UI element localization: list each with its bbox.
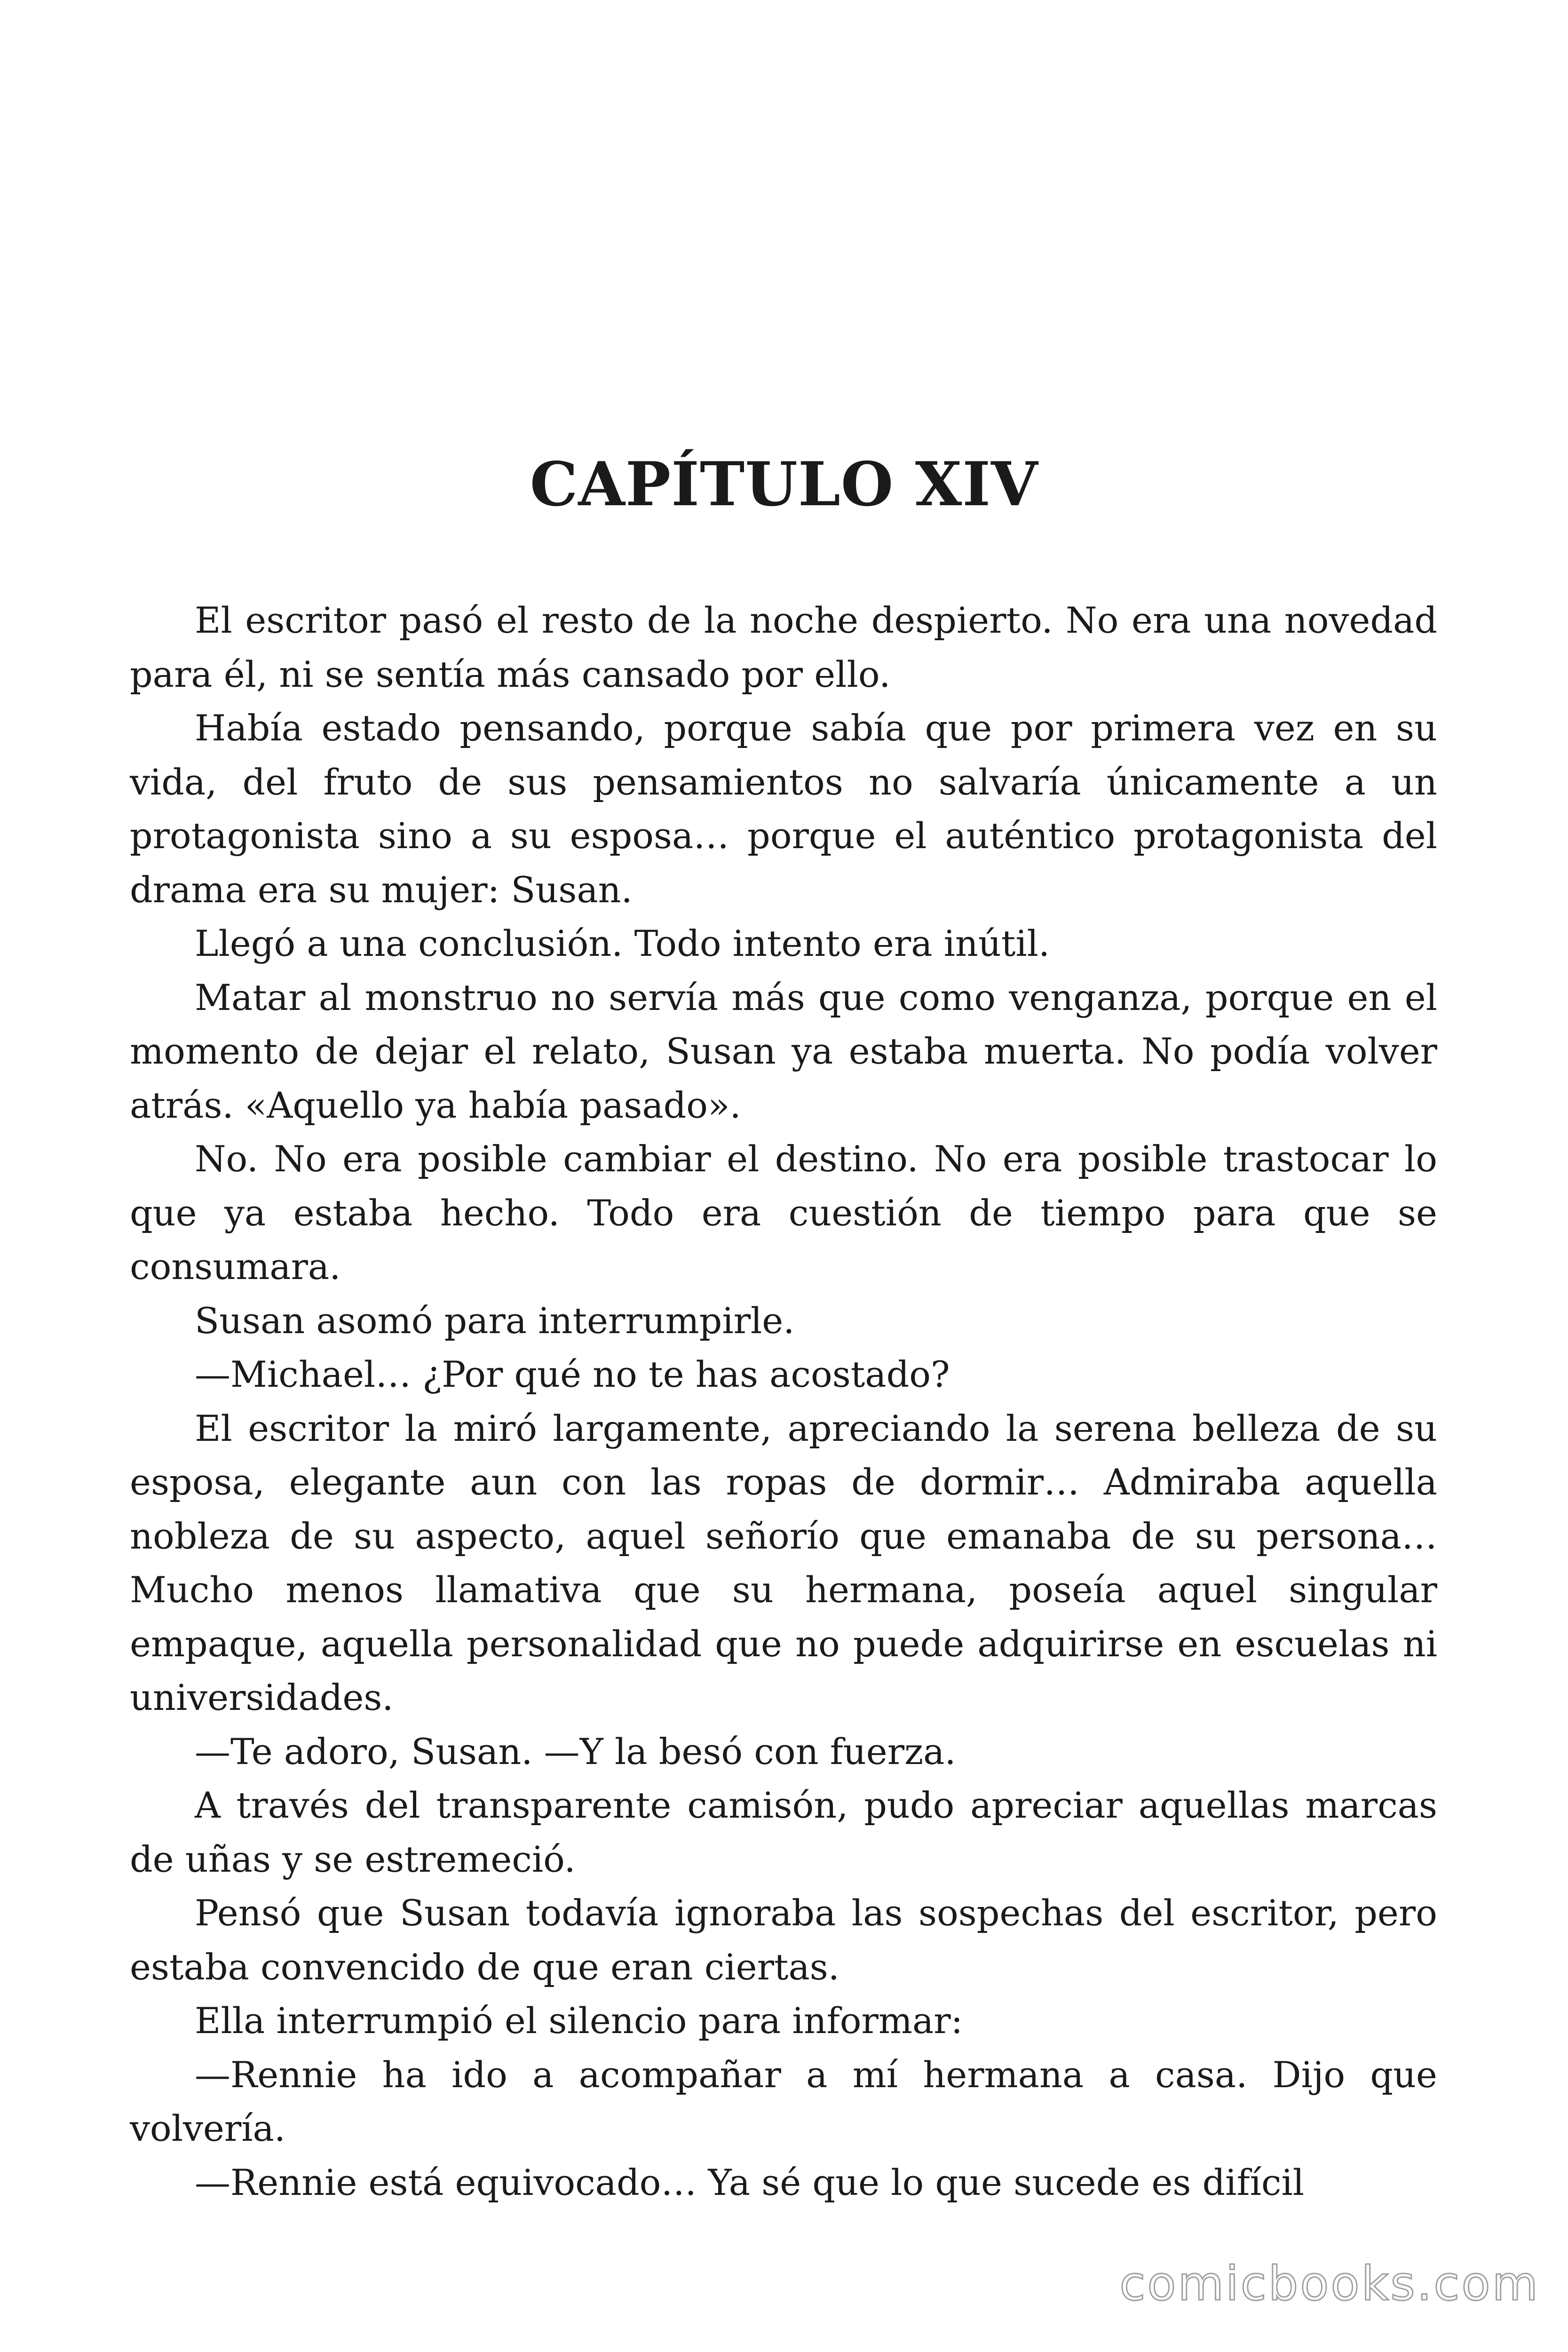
dialogue-line: —Rennie ha ido a acompañar a mí hermana a casa. Dijo que volvería. bbox=[130, 2053, 1437, 2149]
paragraph: Había estado pensando, porque sabía que por primera vez en su vida, del fruto de sus pensamientos no salvaría únicamente a un protagonista sino a su esposa… porque el auténtico protagonista del drama era su mujer: Susan. bbox=[130, 707, 1437, 911]
paragraph: Susan asomó para interrumpirle. bbox=[195, 1299, 795, 1342]
chapter-title: CAPÍTULO XIV bbox=[530, 449, 1038, 520]
paragraph: A través del transparente camisón, pudo apreciar aquellas marcas de uñas y se estremeció. bbox=[130, 1784, 1437, 1880]
dialogue-line: —Michael… ¿Por qué no te has acostado? bbox=[195, 1353, 950, 1395]
paragraph: Pensó que Susan todavía ignoraba las sospechas del escritor, pero estaba convencido de que eran ciertas. bbox=[130, 1892, 1437, 1988]
paragraph: No. No era posible cambiar el destino. No era posible trastocar lo que ya estaba hecho. Todo era cuestión de tiempo para que se consumara. bbox=[130, 1138, 1437, 1287]
paragraph: Llegó a una conclusión. Todo intento era inútil. bbox=[195, 922, 1050, 964]
paragraph: El escritor la miró largamente, apreciando la serena belleza de su esposa, elegante aun con las ropas de dormir… Admiraba aquella nobleza de su aspecto, aquel señorío que emanaba de su persona… Mucho menos llamativa que su hermana, poseía aquel singular empaque, aquella personalidad que no puede adquirirse en escuelas ni universidades. bbox=[130, 1407, 1437, 1718]
dialogue-line: —Te adoro, Susan. —Y la besó con fuerza. bbox=[195, 1730, 956, 1772]
paragraph: El escritor pasó el resto de la noche despierto. No era una novedad para él, ni se sentía más cansado por ello. bbox=[130, 599, 1437, 695]
chapter-body bbox=[130, 594, 1437, 2209]
paragraph: Matar al monstruo no servía más que como venganza, porque en el momento de dejar el relato, Susan ya estaba muerta. No podía volver atrás. «Aquello ya había pasado». bbox=[130, 976, 1437, 1126]
watermark-logo: comicbooks.com bbox=[1119, 2256, 1540, 2311]
paragraph: Ella interrumpió el silencio para informar: bbox=[195, 2000, 963, 2042]
dialogue-line: —Rennie está equivocado… Ya sé que lo que sucede es difícil bbox=[195, 2161, 1305, 2203]
